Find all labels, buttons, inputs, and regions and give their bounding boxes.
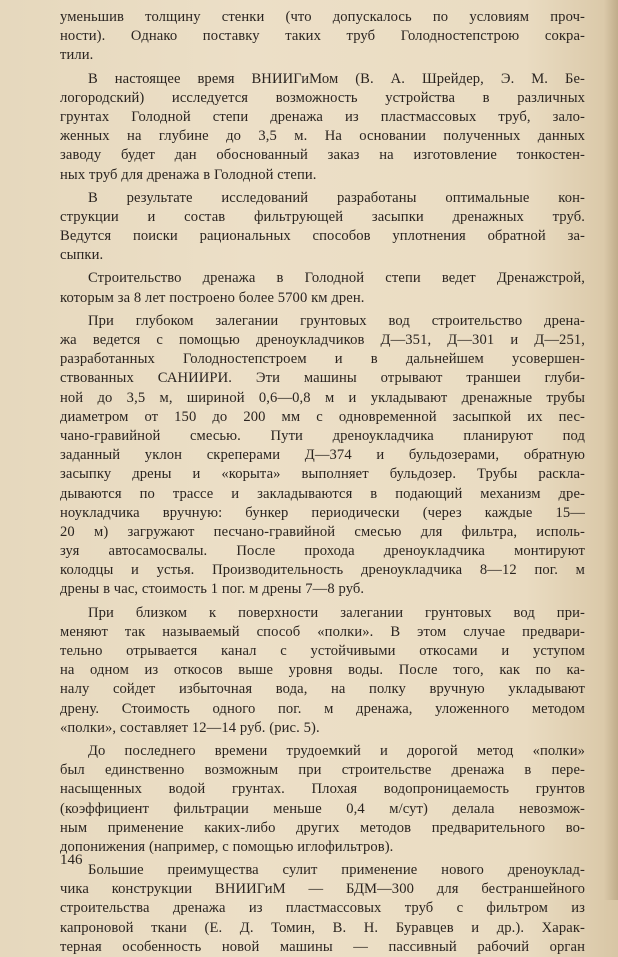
text-line: чано-гравийной смесью. Пути дреноукладчика планируют под	[60, 427, 585, 444]
text-line: Ведутся поиски рациональных способов уплотнения обратной за-	[60, 228, 585, 245]
text-line: В результате исследований разработаны оптимальные кон-	[88, 189, 585, 206]
text-line: строительства дренажа из пластмассовых труб с фильтром из	[60, 900, 585, 917]
text-line: дываются по трассе и закладываются в подающий механизм дре-	[60, 485, 585, 502]
text-line: При близком к поверхности залегании грунтовых вод при-	[88, 604, 585, 621]
paragraph	[60, 312, 585, 600]
page-body	[60, 8, 585, 955]
paragraph	[60, 8, 585, 66]
text-line: грунтах Голодной степи дренажа из пластмассовых труб, зало-	[60, 108, 585, 125]
text-line: дрены в час, стоимость 1 пог. м дрены 7—8 руб.	[60, 581, 365, 598]
text-line: засыпку дрены и «корыта» выполняет бульдозер. Трубы раскла-	[60, 466, 585, 483]
text-line: ной до 3,5 м, шириной 0,6—0,8 м и укладывают дренажные трубы	[60, 389, 585, 406]
paragraph	[60, 861, 585, 957]
text-line: был единственно возможным при строительстве дренажа в пере-	[60, 762, 585, 779]
text-line: струкции и состав фильтрующей засыпки дренажных труб.	[60, 208, 585, 225]
text-line: заводу будет дан обоснованный заказ на изготовление тонкостен-	[60, 147, 585, 164]
page-number: 146	[60, 852, 83, 868]
text-line: дрену. Стоимость одного пог. м дренажа, уложенного методом	[60, 700, 585, 717]
text-line: При глубоком залегании грунтовых вод строительство дрена-	[88, 312, 585, 329]
text-line: ным применение каких-либо других методов предварительного во-	[60, 819, 585, 836]
text-line: на одном из откосов выше уровня воды. После того, как по ка-	[60, 662, 585, 679]
paragraph	[60, 70, 585, 185]
paragraph	[60, 189, 585, 266]
text-line: меняют так называемый способ «полки». В этом случае предвари-	[60, 623, 585, 640]
text-line: Большие преимущества сулит применение нового дреноуклад-	[88, 862, 585, 879]
text-line: терная особенность новой машины — пассивный рабочий орган	[60, 938, 585, 955]
text-line: тельно отрывается канал с устойчивыми откосами и уступом	[60, 643, 585, 659]
text-line: ных труб для дренажа в Голодной степи.	[60, 166, 317, 183]
text-line: ности). Однако поставку таких труб Голодностепстрою сокра-	[60, 28, 585, 45]
text-line: сыпки.	[60, 247, 104, 264]
paragraph	[60, 269, 585, 307]
text-line: которым за 8 лет построено более 5700 км дрен.	[60, 289, 365, 306]
text-line: логородский) исследуется возможность устройства в различных	[60, 89, 585, 106]
text-line: ствованных САНИИРИ. Эти машины отрывают траншеи глуби-	[60, 370, 585, 387]
text-line: ноукладчика вручную: бункер периодически (через каждые 15—	[60, 504, 585, 521]
text-line: заданный уклон скреперами Д—374 и бульдозерами, обратную	[60, 447, 585, 464]
text-line: зуя автосамосвалы. После прохода дреноукладчика монтируют	[60, 543, 585, 560]
text-line: чика конструкции ВНИИГиМ — БДМ—300 для бестраншейного	[60, 881, 585, 898]
text-line: допонижения (например, с помощью иглофильтров).	[60, 838, 394, 855]
text-line: тили.	[60, 47, 94, 64]
paragraph	[60, 604, 585, 738]
page-edge-shadow	[604, 0, 618, 900]
text-line: насыщенных водой грунтах. Плохая водопроницаемость грунтов	[60, 781, 585, 798]
text-line: 20 м) загружают песчано-гравийной смесью для фильтра, исполь-	[60, 523, 585, 540]
text-line: налу сойдет избыточная вода, на полку вручную укладывают	[60, 681, 585, 698]
text-line: В настоящее время ВНИИГиМом (В. А. Шрейдер, Э. М. Бе-	[88, 70, 585, 87]
paragraph	[60, 742, 585, 857]
text-line: женных на глубине до 3,5 м. На основании полученных данных	[60, 128, 585, 145]
text-line: жа ведется с помощью дреноукладчиков Д—351, Д—301 и Д—251,	[60, 332, 585, 348]
text-line: «полки», составляет 12—14 руб. (рис. 5).	[60, 719, 320, 736]
text-line: колодцы и устья. Производительность дреноукладчика 8—12 пог. м	[60, 562, 585, 579]
text-line: разработанных Голодностепстроем и в дальнейшем усовершен-	[60, 351, 585, 368]
text-line: (коэффициент фильтрации меньше 0,4 м/сут) делала невозмож-	[60, 800, 585, 817]
text-line: Строительство дренажа в Голодной степи ведет Дренажстрой,	[88, 270, 585, 287]
text-line: диаметром от 150 до 200 мм с одновременной засыпкой их пес-	[60, 408, 585, 425]
text-line: уменьшив толщину стенки (что допускалось по условиям проч-	[60, 9, 585, 25]
text-line: капроновой ткани (Е. Д. Томин, В. Н. Буравцев и др.). Харак-	[60, 919, 585, 936]
text-line: До последнего времени трудоемкий и дорогой метод «полки»	[88, 742, 585, 759]
